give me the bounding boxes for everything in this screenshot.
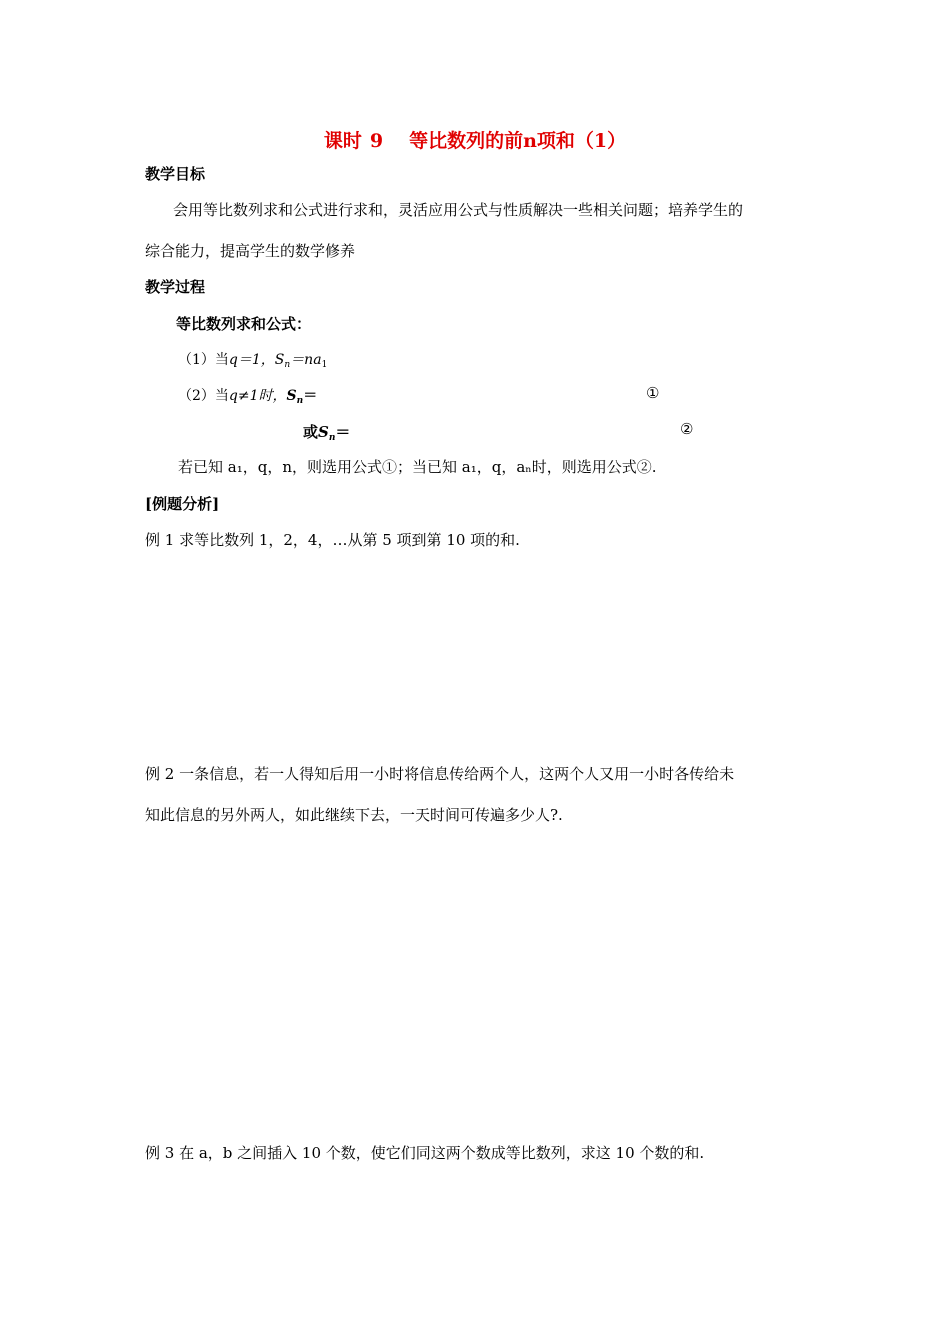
examples-heading: [例题分析] (145, 495, 220, 513)
case2-label: （2）当 (178, 388, 229, 404)
title-main: 等比数列的前n项和（1） (409, 130, 627, 152)
or-formula (303, 421, 350, 442)
or-s: S (318, 423, 329, 441)
or-label: 或 (303, 423, 319, 441)
case1-label: （1）当 (178, 352, 229, 368)
case1-cond: q＝1， (228, 352, 275, 368)
or-eq: ＝ (335, 423, 351, 441)
case2-eq: ＝ (303, 388, 318, 404)
process-heading: 教学过程 (145, 278, 206, 296)
example-2-line-2: 知此信息的另外两人，如此继续下去，一天时间可传遍多少人?. (145, 806, 563, 824)
formula-marker-2: ② (680, 420, 694, 438)
goals-line-2: 综合能力，提高学生的数学修养 (145, 242, 356, 260)
goals-heading: 教学目标 (145, 165, 206, 183)
case1-rest: ＝na (290, 352, 322, 368)
formula-marker-1: ① (646, 384, 660, 402)
case2-s: S (286, 388, 297, 404)
goals-line-1: 会用等比数列求和公式进行求和，灵活应用公式与性质解决一些相关问题；培养学生的 (173, 201, 744, 219)
case1-s: S (274, 352, 285, 368)
case2-cond: q≠1时， (228, 388, 287, 404)
case-2 (178, 385, 317, 405)
title-number: 9 (369, 130, 384, 152)
case2-sub: n (296, 396, 304, 406)
example-3: 例 3 在 a，b 之间插入 10 个数，使它们同这两个数成等比数列，求这 10 个数的和. (145, 1144, 705, 1162)
or-sub: n (328, 433, 336, 443)
example-2-line-1: 例 2 一条信息，若一人得知后用一小时将信息传给两个人，这两个人又用一小时各传给未 (145, 765, 735, 783)
case1-sub: n (284, 360, 291, 370)
page-title (0, 126, 950, 153)
case1-sub2: 1 (321, 360, 328, 370)
case-1 (178, 349, 327, 369)
formula-heading: 等比数列求和公式： (176, 315, 312, 333)
title-prefix: 课时 (323, 130, 362, 152)
known-line: 若已知 a₁，q，n，则选用公式①；当已知 a₁，q，aₙ时，则选用公式②. (178, 458, 657, 476)
example-1: 例 1 求等比数列 1，2，4，…从第 5 项到第 10 项的和. (145, 531, 520, 549)
